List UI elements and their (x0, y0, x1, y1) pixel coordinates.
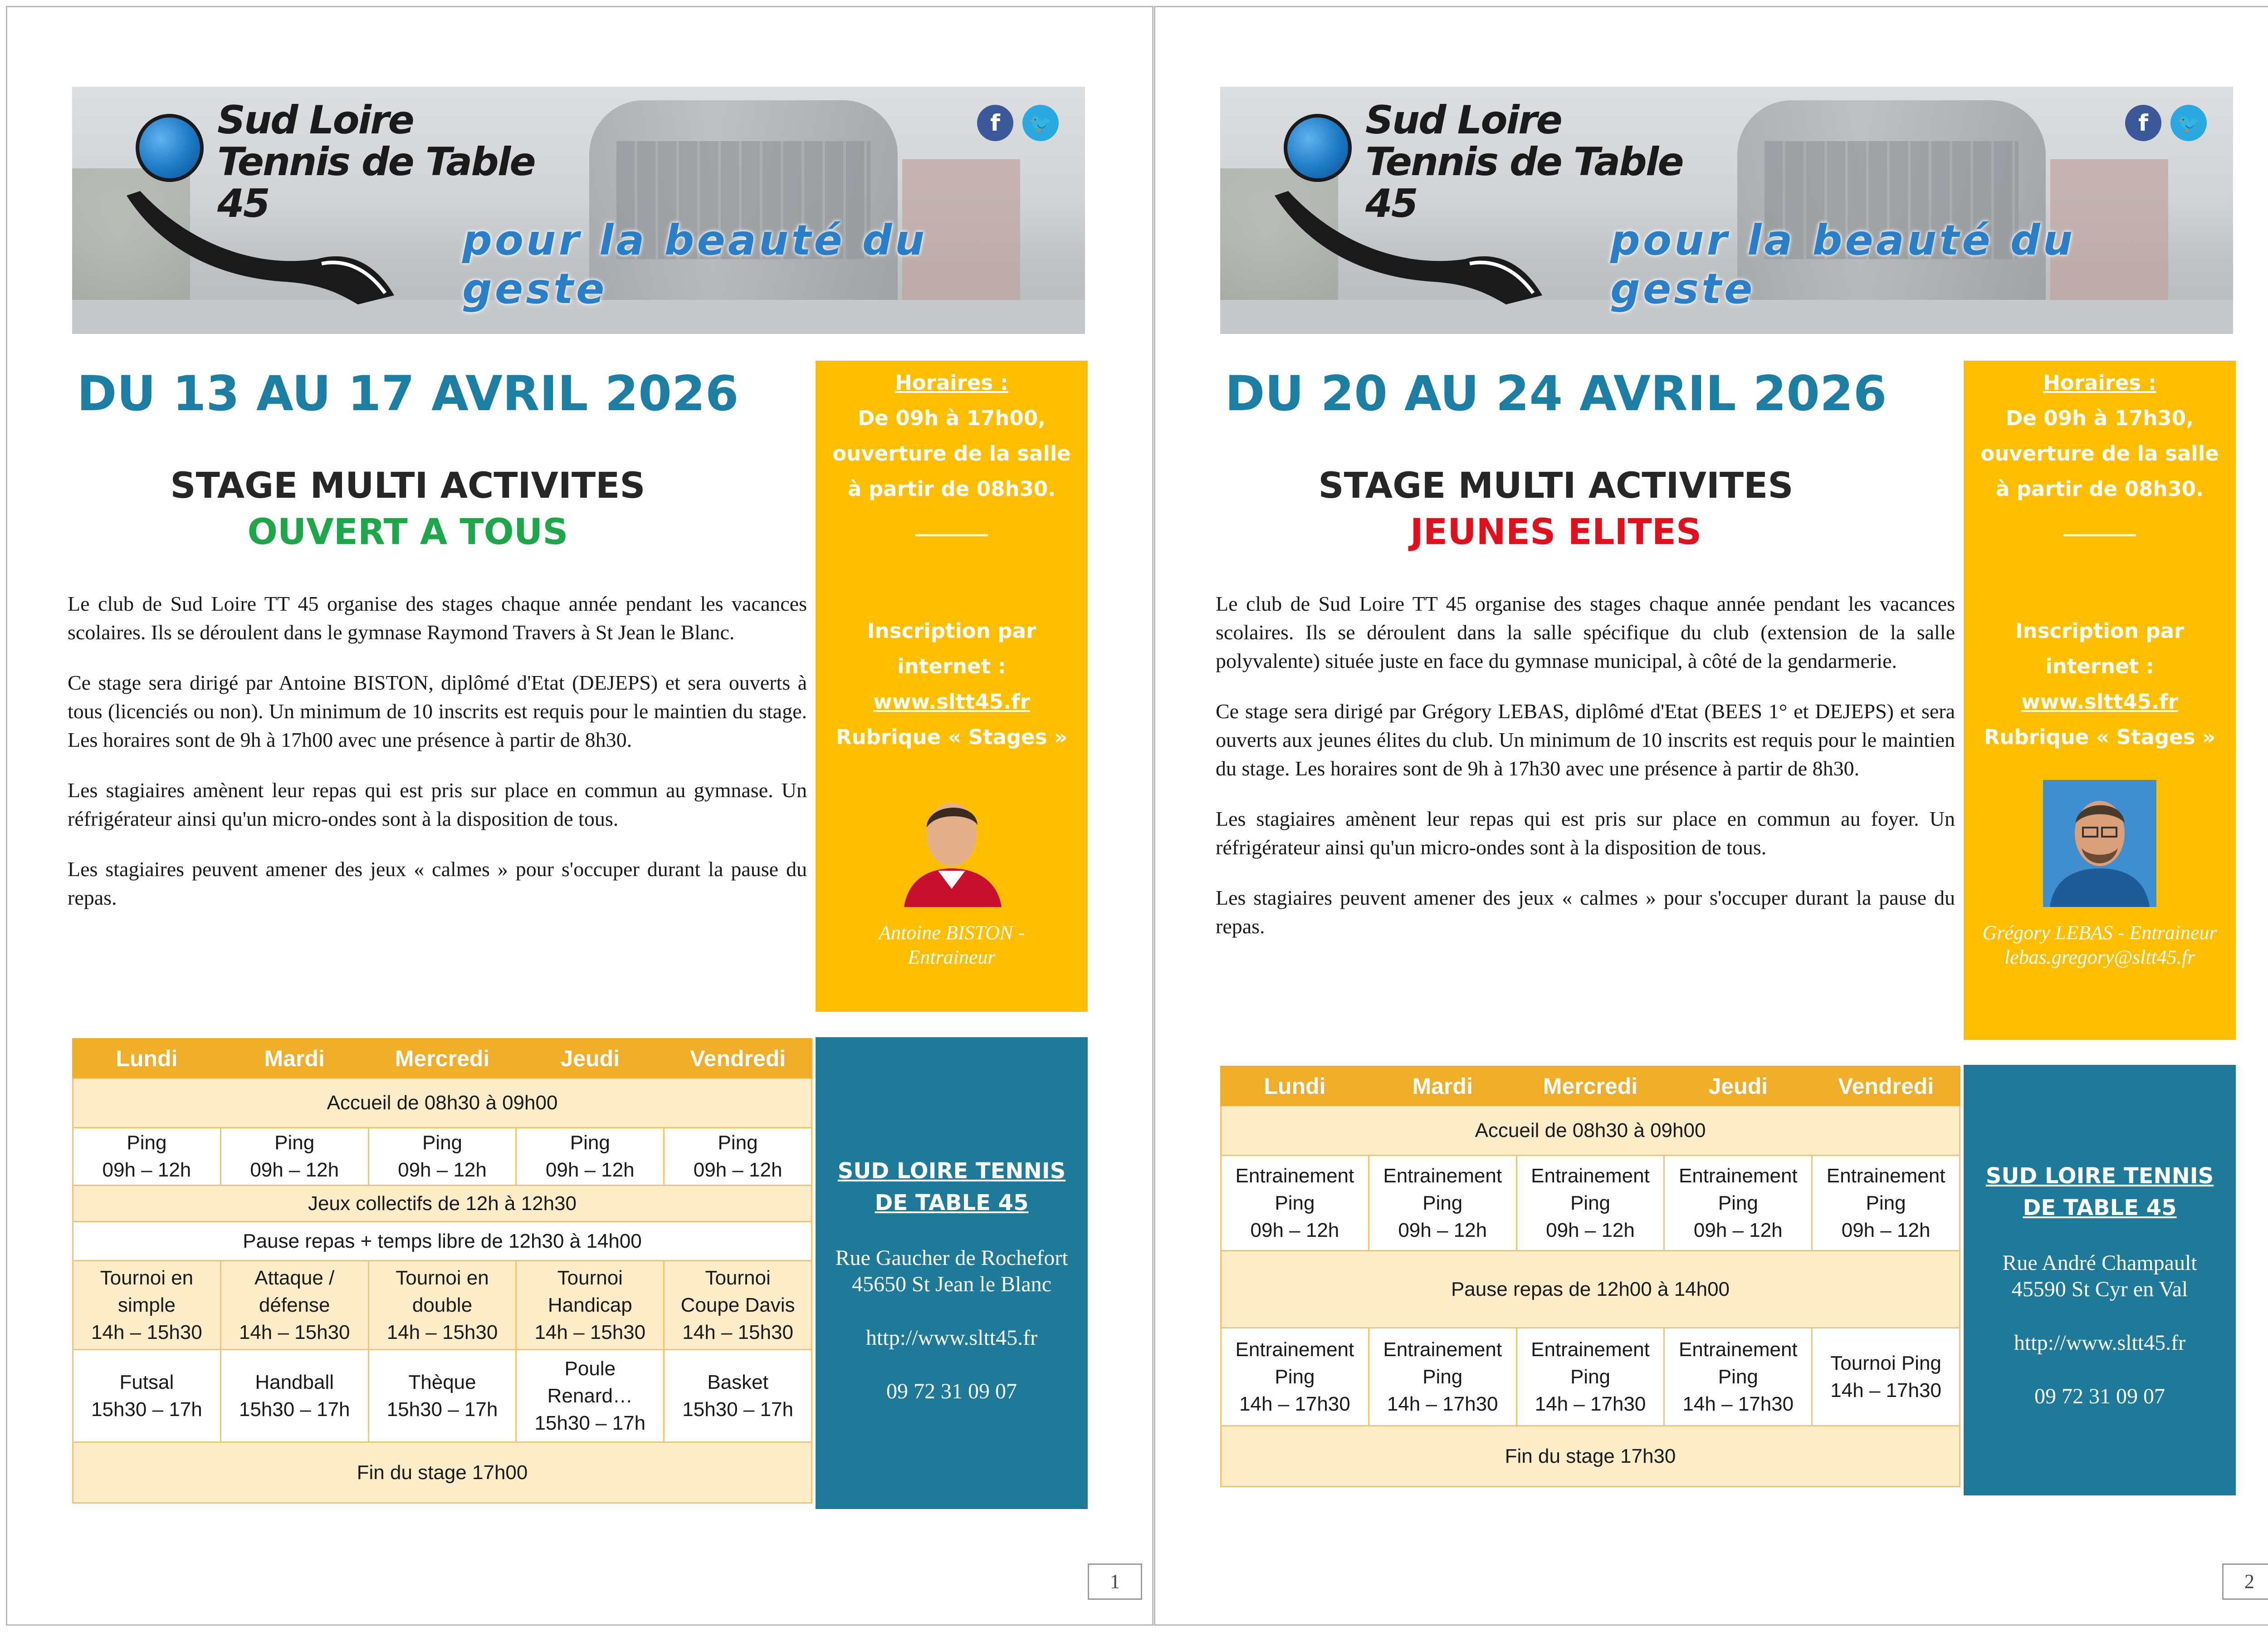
paragraph: Le club de Sud Loire TT 45 organise des stages chaque année pendant les vacances scolaires. Ils se déroulent dans le gymnase Raymond Travers à St Jean le Blanc. (68, 592, 807, 644)
club-url[interactable]: http://www.sltt45.fr (865, 1326, 1038, 1350)
schedule-cell: Tournoi Handicap 14h – 15h30 (516, 1261, 664, 1350)
facebook-icon[interactable]: f (977, 105, 1013, 141)
page-number: 2 (2222, 1563, 2268, 1600)
paragraph: Les stagiaires peuvent amener des jeux « calmes » pour s'occuper durant la pause du repas. (1216, 886, 1955, 938)
welcome-row: Accueil de 08h30 à 09h00 (73, 1078, 812, 1128)
date-title: DU 13 AU 17 AVRIL 2026 (77, 366, 739, 421)
day-header: Jeudi (1664, 1067, 1812, 1106)
end-row: Fin du stage 17h00 (73, 1442, 812, 1503)
schedule-cell: Entrainement Ping 14h – 17h30 (1516, 1328, 1664, 1426)
description (68, 589, 807, 934)
divider (915, 534, 988, 536)
page-1 (6, 6, 1154, 1626)
header-banner (72, 87, 1085, 334)
schedule-cell: Entrainement Ping 14h – 17h30 (1221, 1328, 1369, 1426)
ping-pong-ball-icon (136, 114, 204, 182)
welcome-row: Accueil de 08h30 à 09h00 (1221, 1106, 1960, 1156)
facebook-icon[interactable]: f (2125, 105, 2161, 141)
schedule-cell: Futsal 15h30 – 17h (73, 1350, 221, 1442)
slogan: pour la beauté du geste (1610, 216, 2076, 313)
coach-photo (2043, 780, 2156, 907)
schedule-cell: Basket 15h30 – 17h (664, 1350, 812, 1442)
paragraph: Les stagiaires amènent leur repas qui est pris sur place en commun au gymnase. Un réfrigérateur ainsi qu'un micro-ondes sont à la disposition de tous. (68, 779, 807, 830)
schedule-cell: Ping 09h – 12h (220, 1128, 368, 1186)
day-header: Jeudi (516, 1039, 664, 1078)
schedule-cell: Handball 15h30 – 17h (220, 1350, 368, 1442)
club-logo-text: Sud Loire Tennis de Table 45 (1365, 98, 1683, 226)
schedule-cell: Ping 09h – 12h (368, 1128, 516, 1186)
hours-label: Horaires : (895, 371, 1008, 395)
page-2 (1154, 6, 2268, 1626)
day-header: Mardi (220, 1039, 368, 1078)
schedule-cell: Tournoi Ping 14h – 17h30 (1812, 1328, 1960, 1426)
stage-subtitle: OUVERT A TOUS (247, 512, 568, 553)
schedule-table (72, 1038, 812, 1504)
lunch-row: Pause repas de 12h00 à 14h00 (1221, 1251, 1960, 1328)
lunch-row: Pause repas + temps libre de 12h30 à 14h00 (73, 1222, 812, 1261)
schedule-cell: Tournoi en simple 14h – 15h30 (73, 1261, 221, 1350)
date-title: DU 20 AU 24 AVRIL 2026 (1225, 366, 1887, 421)
hours-label: Horaires : (2043, 371, 2156, 395)
day-header: Vendredi (1812, 1067, 1960, 1106)
schedule-cell: Entrainement Ping 09h – 12h (1516, 1156, 1664, 1251)
schedule-cell: Tournoi en double 14h – 15h30 (368, 1261, 516, 1350)
schedule-cell: Entrainement Ping 09h – 12h (1812, 1156, 1960, 1251)
collective-games-row: Jeux collectifs de 12h à 12h30 (73, 1186, 812, 1222)
schedule-cell: Entrainement Ping 14h – 17h30 (1369, 1328, 1516, 1426)
twitter-icon[interactable]: 🐦 (2170, 105, 2207, 141)
info-box: Horaires : De 09h à 17h00, ouverture de la salle à partir de 08h30. Inscription par internet : www.sltt45.fr Rubrique « Stages » Antoine BISTON - Entraineur (816, 361, 1088, 1012)
stage-title: STAGE MULTI ACTIVITES (1318, 466, 1794, 506)
schedule-cell: Entrainement Ping 09h – 12h (1369, 1156, 1516, 1251)
coach-photo (895, 780, 1008, 907)
website-link[interactable]: www.sltt45.fr (873, 690, 1030, 714)
schedule-cell: Ping 09h – 12h (73, 1128, 221, 1186)
website-link[interactable]: www.sltt45.fr (2021, 690, 2178, 714)
paragraph: Ce stage sera dirigé par Grégory LEBAS, diplômé d'Etat (BEES 1° et DEJEPS) et sera ouverts aux jeunes élites du club. Un minimum de 10 inscrits est requis pour le maintien du stage. Les horaires sont de 9h à 17h30 avec une présence à partir de 8h30. (1216, 700, 1955, 780)
day-header: Mercredi (1516, 1067, 1664, 1106)
day-header: Vendredi (664, 1039, 812, 1078)
schedule-cell: Ping 09h – 12h (664, 1128, 812, 1186)
schedule-cell: Entrainement Ping 09h – 12h (1221, 1156, 1369, 1251)
paragraph: Les stagiaires amènent leur repas qui est pris sur place en commun au foyer. Un réfrigérateur ainsi qu'un micro-ondes sont à la disposition de tous. (1216, 807, 1955, 859)
stage-title: STAGE MULTI ACTIVITES (170, 466, 645, 506)
day-header: Mardi (1369, 1067, 1516, 1106)
page-number: 1 (1088, 1563, 1142, 1600)
slogan: pour la beauté du geste (462, 216, 928, 313)
club-logo-text: Sud Loire Tennis de Table 45 (217, 98, 535, 226)
twitter-icon[interactable]: 🐦 (1022, 105, 1059, 141)
paragraph: Ce stage sera dirigé par Antoine BISTON, diplômé d'Etat (DEJEPS) et sera ouverts à tous (licenciés ou non). Un minimum de 10 inscrits est requis pour le maintien du stage. Les horaires sont de 9h à 17h00 avec une présence à partir de 8h30. (68, 671, 807, 751)
schedule-cell: Thèque 15h30 – 17h (368, 1350, 516, 1442)
club-phone: 09 72 31 09 07 (886, 1379, 1017, 1403)
club-phone: 09 72 31 09 07 (2034, 1384, 2165, 1408)
schedule-cell: Tournoi Coupe Davis 14h – 15h30 (664, 1261, 812, 1350)
ping-pong-ball-icon (1284, 114, 1352, 182)
paragraph: Les stagiaires peuvent amener des jeux « calmes » pour s'occuper durant la pause du repas. (68, 858, 807, 909)
schedule-cell: Poule Renard… 15h30 – 17h (516, 1350, 664, 1442)
description (1216, 589, 1955, 962)
contact-box: SUD LOIRE TENNIS DE TABLE 45 Rue Gaucher de Rochefort 45650 St Jean le Blanc http://www.sltt45.fr 09 72 31 09 07 (816, 1037, 1088, 1509)
paragraph: Le club de Sud Loire TT 45 organise des stages chaque année pendant les vacances scolaires. Ils se déroulent dans la salle spécifique du club (extension de la salle polyvalente) située juste en face du gymnase municipal, à côté de la gendarmerie. (1216, 592, 1955, 672)
stage-subtitle: JEUNES ELITES (1410, 512, 1702, 553)
end-row: Fin du stage 17h30 (1221, 1426, 1960, 1487)
schedule-table (1220, 1066, 1960, 1487)
schedule-cell: Entrainement Ping 14h – 17h30 (1664, 1328, 1812, 1426)
day-header: Lundi (73, 1039, 221, 1078)
club-url[interactable]: http://www.sltt45.fr (2014, 1331, 2186, 1355)
day-header: Mercredi (368, 1039, 516, 1078)
schedule-cell: Attaque / défense 14h – 15h30 (220, 1261, 368, 1350)
divider (2063, 534, 2136, 536)
schedule-cell: Entrainement Ping 09h – 12h (1664, 1156, 1812, 1251)
info-box: Horaires : De 09h à 17h30, ouverture de la salle à partir de 08h30. Inscription par internet : www.sltt45.fr Rubrique « Stages » Grégory LEBAS - Entraineur lebas.gregory@sltt45.fr (1964, 361, 2236, 1040)
header-banner (1220, 87, 2233, 334)
schedule-cell: Ping 09h – 12h (516, 1128, 664, 1186)
contact-box: SUD LOIRE TENNIS DE TABLE 45 Rue André Champault 45590 St Cyr en Val http://www.sltt45.fr 09 72 31 09 07 (1964, 1065, 2236, 1495)
day-header: Lundi (1221, 1067, 1369, 1106)
